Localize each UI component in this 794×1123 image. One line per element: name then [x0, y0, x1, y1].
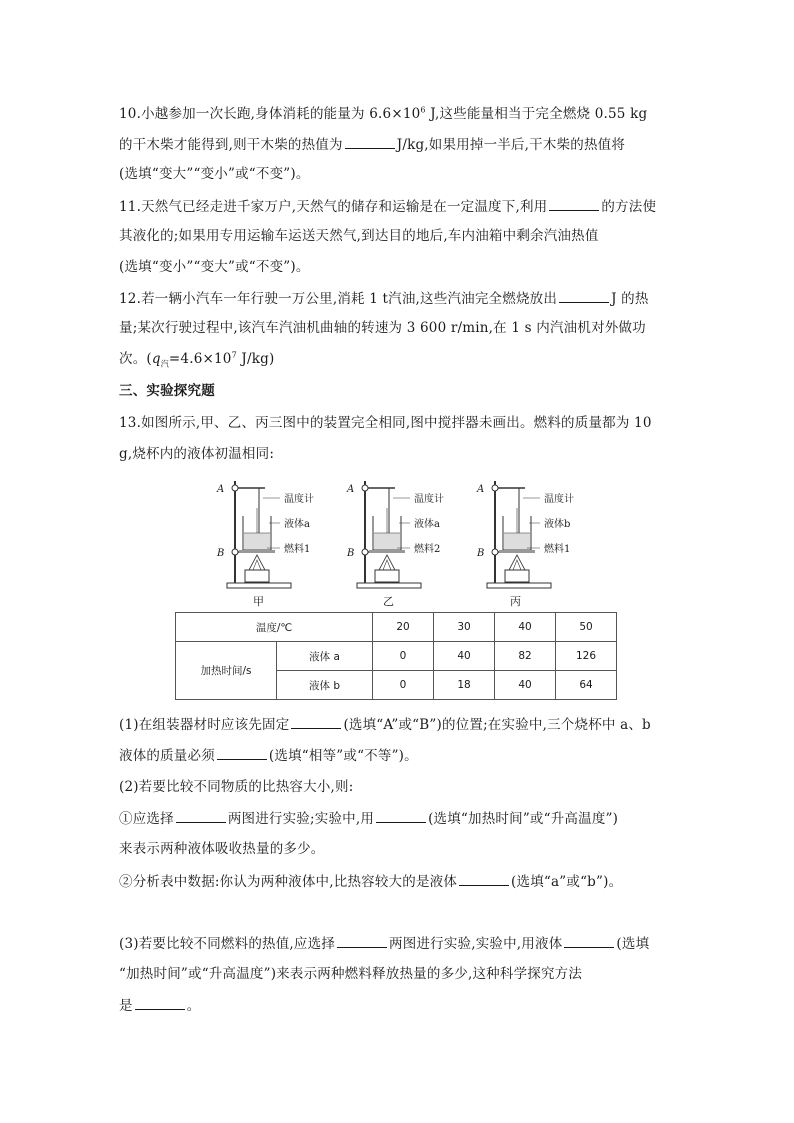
- table-cell: 40: [495, 671, 556, 700]
- label-a: A: [477, 484, 485, 495]
- section-title: 三、实验探究题: [119, 383, 215, 399]
- q13-part3-line3: 是 。: [119, 995, 200, 1016]
- label-thermometer: 温度计: [284, 494, 314, 505]
- answer-blank[interactable]: [376, 808, 426, 823]
- label-a: A: [217, 484, 225, 495]
- table-cell: 64: [556, 671, 617, 700]
- table-cell: 0: [373, 671, 434, 700]
- q13-part2-2: ②分析表中数据:你认为两种液体中,比热容较大的是液体 (选填“a”或“b”)。: [119, 871, 622, 892]
- label-liquid: 液体b: [544, 519, 571, 530]
- label-b: B: [217, 548, 225, 559]
- setup-jia: [227, 481, 291, 588]
- q10-line-3: (选填“变大”“变小”或“不变”)。: [119, 166, 310, 182]
- label-fuel: 燃料1: [544, 544, 571, 555]
- q11-line-1: 11.天然气已经走进千家万户,天然气的储存和运输是在一定温度下,利用 的方法使: [119, 196, 656, 217]
- table-cell: 18: [434, 671, 495, 700]
- label-liquid: 液体a: [414, 519, 440, 530]
- setup-yi: [357, 481, 421, 588]
- caption-yi: 乙: [383, 595, 394, 608]
- answer-blank[interactable]: [176, 808, 226, 823]
- table-cell: 30: [434, 613, 495, 642]
- q11-line-2: 其液化的;如果用专用运输车运送天然气,到达目的地后,车内油箱中剩余汽油热值: [119, 228, 599, 244]
- table-row: [176, 642, 617, 671]
- table-header: 温度/℃: [176, 613, 373, 642]
- answer-blank[interactable]: [564, 933, 614, 948]
- table-cell: 40: [495, 613, 556, 642]
- q13-part2: (2)若要比较不同物质的比热容大小,则:: [119, 779, 354, 795]
- q10-line-1: 10.小越参加一次长跑,身体消耗的能量为 $6.6\times 10^6$ J,这些能量相当于完全燃烧 0.55 kg: [119, 105, 648, 122]
- q10-line-2: 的干木柴才能得到,则干木柴的热值为 J/kg,如果用掉一半后,干木柴的热值将: [119, 134, 625, 155]
- answer-blank[interactable]: [549, 196, 599, 211]
- q12-line-1: 12.若一辆小汽车一年行驶一万公里,消耗 1 t汽油,这些汽油完全燃烧放出 J 的热: [119, 288, 649, 309]
- experiment-figure: [205, 478, 595, 610]
- data-table: [175, 612, 617, 700]
- table-row-label: 液体 b: [277, 671, 373, 700]
- table-row-label: 液体 a: [277, 642, 373, 671]
- q13-intro-2: g,烧杯内的液体初温相同:: [119, 446, 275, 462]
- q12-line-2: 量;某次行驶过程中,该汽车汽油机曲轴的转速为 3 600 r/min,在 1 s 内汽油机对外做功: [119, 320, 646, 336]
- label-thermometer: 温度计: [414, 494, 444, 505]
- q11-line-3: (选填“变小”“变大”或“不变”)。: [119, 259, 310, 275]
- label-b: B: [347, 548, 355, 559]
- label-fuel: 燃料2: [414, 544, 441, 555]
- table-header: 加热时间/s: [176, 642, 277, 700]
- table-cell: 50: [556, 613, 617, 642]
- label-b: B: [477, 548, 485, 559]
- q13-part1-line1: (1)在组装器材时应该先固定 (选填“A”或“B”)的位置;在实验中,三个烧杯中 a、b: [119, 714, 651, 735]
- q12-line-3: 次。($q_汽=4.6\times 10^7$ J/kg): [119, 350, 275, 369]
- label-thermometer: 温度计: [544, 494, 574, 505]
- answer-blank[interactable]: [217, 745, 267, 760]
- table-row: [176, 613, 617, 642]
- q13-part2-1-line2: 来表示两种液体吸收热量的多少。: [119, 841, 325, 857]
- label-liquid: 液体a: [284, 519, 310, 530]
- caption-bing: 丙: [510, 595, 521, 608]
- table-cell: 0: [373, 642, 434, 671]
- q13-part1-line2: 液体的质量必须 (选填“相等”或“不等”)。: [119, 745, 418, 766]
- setup-bing: [487, 481, 551, 588]
- answer-blank[interactable]: [345, 134, 395, 149]
- label-a: A: [347, 484, 355, 495]
- answer-blank[interactable]: [459, 871, 509, 886]
- table-cell: 20: [373, 613, 434, 642]
- q13-part3-line1: (3)若要比较不同燃料的热值,应选择 两图进行实验,实验中,用液体 (选填: [119, 933, 649, 954]
- answer-blank[interactable]: [291, 714, 341, 729]
- table-cell: 82: [495, 642, 556, 671]
- table-cell: 40: [434, 642, 495, 671]
- caption-jia: 甲: [253, 595, 264, 608]
- q13-part3-line2: “加热时间”或“升高温度”)来表示两种燃料释放热量的多少,这种科学探究方法: [119, 966, 583, 982]
- answer-blank[interactable]: [337, 933, 387, 948]
- table-cell: 126: [556, 642, 617, 671]
- q13-part2-1-line1: ①应选择 两图进行实验;实验中,用 (选填“加热时间”或“升高温度”): [119, 808, 618, 829]
- answer-blank[interactable]: [135, 995, 185, 1010]
- label-fuel: 燃料1: [284, 544, 311, 555]
- q13-intro-1: 13.如图所示,甲、乙、丙三图中的装置完全相同,图中搅拌器未画出。燃料的质量都为 10: [119, 415, 652, 431]
- answer-blank[interactable]: [559, 288, 609, 303]
